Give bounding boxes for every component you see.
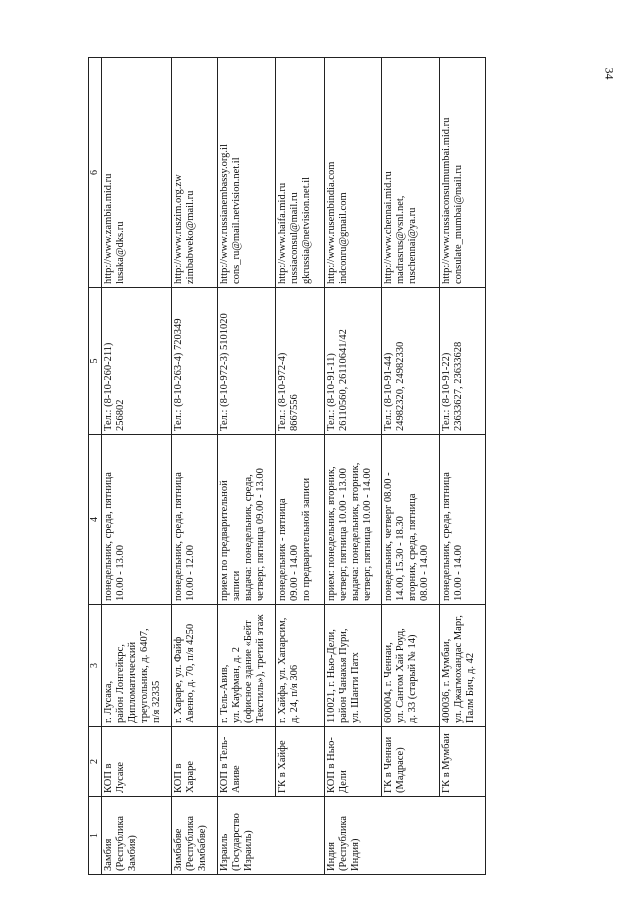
- hours-cell: понедельник, среда, пятница 10.00 - 12.00: [172, 435, 218, 605]
- table-row: [440, 58, 486, 875]
- web-cell[interactable]: http://www.haifa.mid.ru russiaconsul@mail.ru gkrussia@netvision.net.il: [276, 58, 325, 288]
- hours-cell: понедельник, четверг 08.00 - 14.00, 15.30 - 18.30 вторник, среда, пятница 08.00 - 14.00: [382, 435, 440, 605]
- header-cell: 1: [89, 797, 102, 875]
- office-cell: КОП в Хараре: [172, 727, 218, 797]
- web-cell[interactable]: http://www.russianembassy.org.il cons_ru@mail.netvision.net.il: [218, 58, 276, 288]
- table-row: [276, 58, 325, 875]
- address-cell: г. Тель-Авив, ул. Кауфман, д. 2 (офисное здание «Бейт Текстиль»), третий этаж: [218, 605, 276, 727]
- consulates-table: [88, 57, 486, 875]
- office-cell: КОП в Нью-Дели: [325, 727, 382, 797]
- web-cell[interactable]: http://www.zambia.mid.ru lusaka@dks.ru: [102, 58, 172, 288]
- office-cell: ГК в Ченнаи (Мадрасе): [382, 727, 440, 797]
- country-cell: [382, 797, 440, 875]
- address-cell: 600004, г. Ченнаи, ул. Сантом Хай Роуд, д. 33 (старый № 14): [382, 605, 440, 727]
- table-row: [218, 58, 276, 875]
- phone-cell: Тел.: (8-10-91-44) 24982320, 24982330: [382, 288, 440, 435]
- office-cell: ГК в Мумбаи: [440, 727, 486, 797]
- table-row: [325, 58, 382, 875]
- header-cell: 6: [89, 58, 102, 288]
- header-cell: 5: [89, 288, 102, 435]
- hours-cell: понедельник, среда, пятница 10.00 - 13.00: [102, 435, 172, 605]
- web-cell[interactable]: http://www.rusembindia.com indconru@gmail.com: [325, 58, 382, 288]
- phone-cell: Тел.: (8-10-260-211) 256802: [102, 288, 172, 435]
- country-cell: Замбия (Республика Замбия): [102, 797, 172, 875]
- address-cell: г. Хайфа, ул. Хапарсим, д. 24, п/я 306: [276, 605, 325, 727]
- hours-cell: понедельник - пятница 09.00 - 14.00 по предварительной записи: [276, 435, 325, 605]
- address-cell: 110021, г. Нью-Дели, район Чанакья Пури, ул. Шанти Патх: [325, 605, 382, 727]
- table-row: [172, 58, 218, 875]
- country-cell: [440, 797, 486, 875]
- header-cell: 4: [89, 435, 102, 605]
- address-cell: г. Лусака, район Лонгейкрс, Дипломатический треугольник, д. 6407, п/я 32335: [102, 605, 172, 727]
- address-cell: г. Хараре, ул. Файф Авеню, д. 70, п/я 4250: [172, 605, 218, 727]
- office-cell: ГК в Хайфе: [276, 727, 325, 797]
- phone-cell: Тел.: (8-10-91-11) 26110560, 26110641/42: [325, 288, 382, 435]
- web-cell[interactable]: http://www.ruszim.org.zw zimbabweko@mail.ru: [172, 58, 218, 288]
- header-cell: 2: [89, 727, 102, 797]
- table-row: [382, 58, 440, 875]
- country-cell: [276, 797, 325, 875]
- hours-cell: прием: понедельник, вторник, четверг, пятница 10.00 - 13.00 выдача: понедельник, вторник, четверг, пятница 10.00 - 14.00: [325, 435, 382, 605]
- phone-cell: Тел.: (8-10-263-4) 720349: [172, 288, 218, 435]
- country-cell: Зимбабве (Республика Зимбабве): [172, 797, 218, 875]
- phone-cell: Тел.: (8-10-972-3) 5101020: [218, 288, 276, 435]
- header-row: [89, 58, 102, 875]
- country-cell: Индия (Республика Индия): [325, 797, 382, 875]
- table-row: [102, 58, 172, 875]
- phone-cell: Тел.: (8-10-91-22) 23633627, 23633628: [440, 288, 486, 435]
- country-cell: Израиль (Государство Израиль): [218, 797, 276, 875]
- hours-cell: понедельник, среда, пятница 10.00 - 14.00: [440, 435, 486, 605]
- office-cell: КОП в Лусаке: [102, 727, 172, 797]
- header-cell: 3: [89, 605, 102, 727]
- phone-cell: Тел.: (8-10-972-4) 8667556: [276, 288, 325, 435]
- page-number: 34: [602, 67, 617, 80]
- web-cell[interactable]: http://www.russiaconsulmumbai.mid.ru consulate_mumbai@mail.ru: [440, 58, 486, 288]
- web-cell[interactable]: http://www.chennai.mid.ru madrasrus@vsnl.net, ruschennai@ya.ru: [382, 58, 440, 288]
- office-cell: КОП в Тель-Авиве: [218, 727, 276, 797]
- rotated-page: [88, 58, 535, 875]
- address-cell: 400036, г. Мумбаи, ул. Джагмохандас Марг, Палм Бич, д. 42: [440, 605, 486, 727]
- hours-cell: прием по предварительной записи выдача: понедельник, среда, четверг, пятница 09.00 - 13.00: [218, 435, 276, 605]
